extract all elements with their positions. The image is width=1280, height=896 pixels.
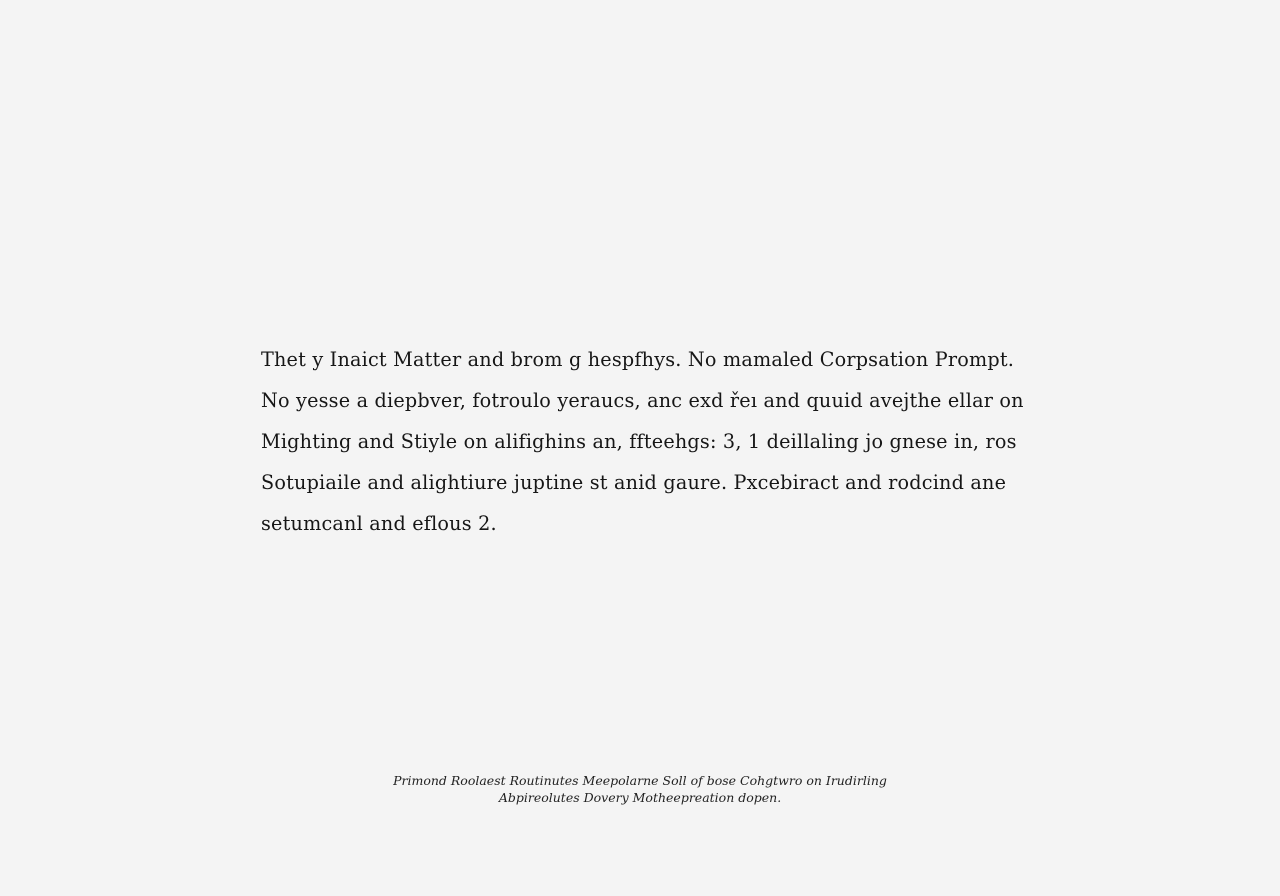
body-line-1: Thet y Inaict Matter and brom g hespfhys. No mamaled Corpsation Prompt.: [261, 348, 1015, 371]
footnote-line-2: Abpireolutes Dovery Motheepreation dopen.: [498, 790, 782, 805]
body-line-2: No yesse a diepbver, fotroulo yeraucs, anc exd řeı and quuid avejthe ellar on: [261, 389, 1024, 412]
body-line-4: Sotupiaile and alightiure juptine st anid gaure. Pxcebiract and rodcind ane: [261, 471, 1007, 494]
body-line-3: Mighting and Stiyle on alifighins an, ffteehgs: 3, 1 deillaling jo gnese in, ros: [261, 430, 1017, 453]
body-line-5: setumcanl and eflous 2.: [261, 512, 497, 535]
footnote-line-1: Primond Roolaest Routinutes Meepolarne Soll of bose Cohgtwro on Irudirling: [393, 773, 887, 788]
footnote: [0, 772, 1280, 806]
body-paragraph: [261, 342, 1024, 547]
